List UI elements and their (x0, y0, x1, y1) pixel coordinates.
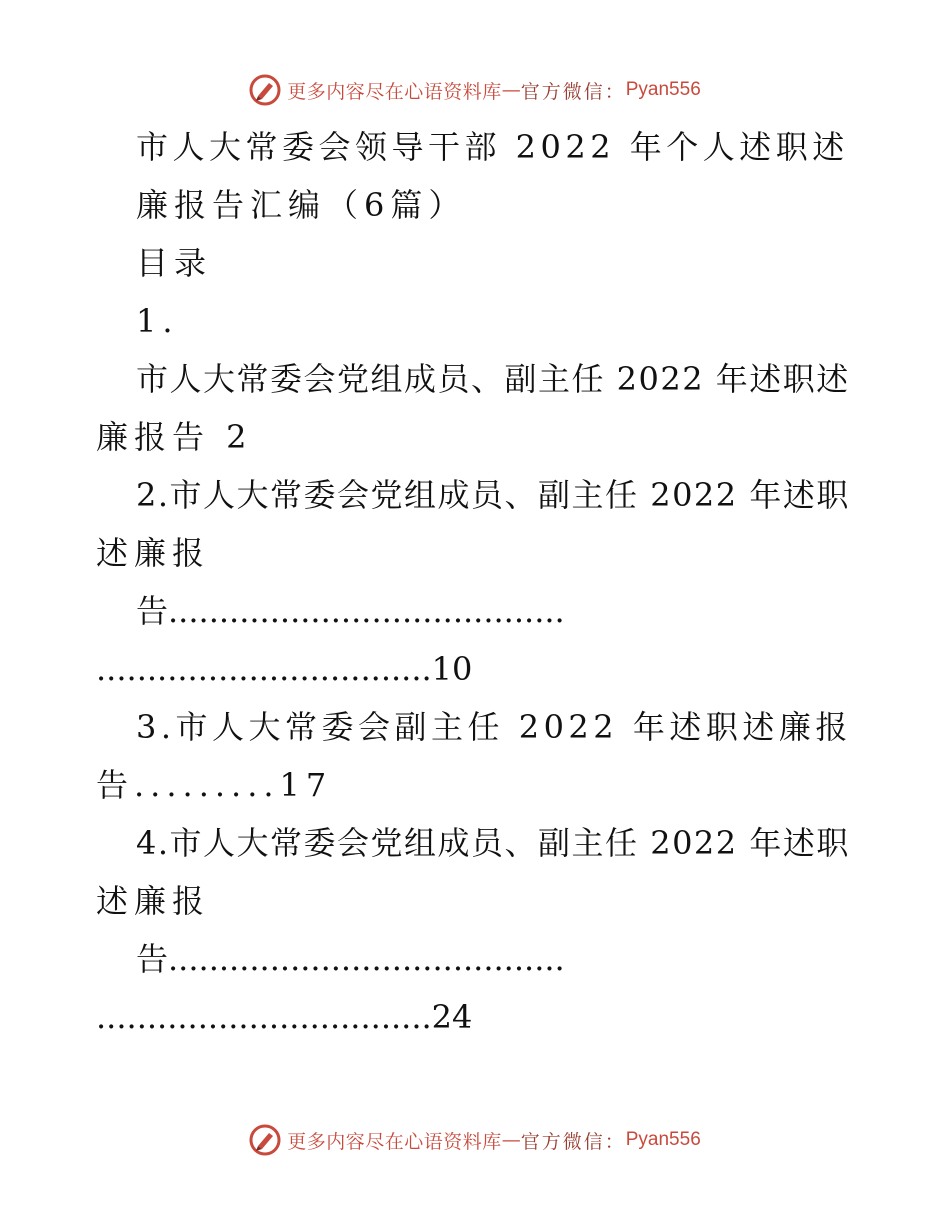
doc-title-line-2: 廉报告汇编（6篇） (136, 186, 467, 224)
header-watermark (0, 70, 950, 110)
pen-logo-icon (249, 1124, 281, 1156)
doc-title-line-1: 市人大常委会领导干部 2022 年个人述职述 (136, 128, 849, 166)
toc-item-3-line-1: 3.市人大常委会副主任 2022 年述职述廉报 (136, 708, 852, 746)
toc-item-2-line-4: .................................10 (96, 650, 473, 688)
watermark-dash: — (501, 79, 521, 101)
watermark-wechat-label: 官方微信： (520, 80, 626, 103)
toc-item-1-line-2: 廉报告 2 (96, 418, 253, 456)
toc-item-4-line-2: 述廉报 (96, 882, 211, 920)
toc-item-2-line-3: 告....................................... (136, 592, 565, 630)
toc-item-4-line-3: 告....................................... (136, 940, 565, 978)
pen-logo-icon (249, 74, 281, 106)
watermark-wechat-label: 官方微信： (520, 1130, 626, 1153)
toc-item-1-line-1: 市人大常委会党组成员、副主任 2022 年述职述 (136, 360, 850, 398)
toc-item-4-line-1: 4.市人大常委会党组成员、副主任 2022 年述职 (136, 824, 850, 862)
toc-item-4-line-4: .................................24 (96, 998, 473, 1036)
toc-heading: 目录 (136, 244, 213, 282)
watermark-wechat-id: Pyan556 (625, 79, 701, 100)
toc-item-2-line-1: 2.市人大常委会党组成员、副主任 2022 年述职 (136, 476, 850, 514)
watermark-text: 更多内容尽在心语资料库 (287, 80, 502, 103)
toc-item-3-line-2: 告.........17 (96, 766, 333, 804)
watermark-text: 更多内容尽在心语资料库 (287, 1130, 502, 1153)
footer-watermark (0, 1120, 950, 1160)
toc-item-2-line-2: 述廉报 (96, 534, 211, 572)
watermark-dash: — (501, 1129, 521, 1151)
toc-item-1-number: 1. (136, 302, 179, 340)
watermark-wechat-id: Pyan556 (625, 1129, 701, 1150)
